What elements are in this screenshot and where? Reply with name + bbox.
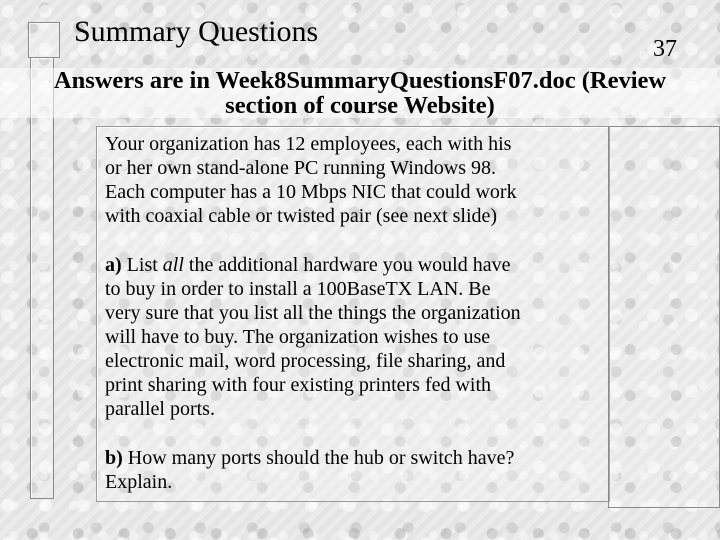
question-a-line: will have to buy. The organization wishes to use [105, 326, 491, 348]
question-a-line: parallel ports. [105, 398, 215, 420]
decorative-frame-top-left [28, 22, 60, 58]
slide-title: Summary Questions [74, 15, 319, 48]
intro-line: with coaxial cable or twisted pair (see next slide) [105, 205, 498, 227]
question-b-text: How many ports should the hub or switch have? [122, 447, 515, 469]
question-a-line: very sure that you list all the things the organization [105, 302, 521, 324]
question-b-line: Explain. [105, 471, 173, 493]
decorative-frame-left-bar [30, 58, 54, 499]
answers-banner-line-2: section of course Website) [225, 92, 495, 119]
question-a-line: print sharing with four existing printers fed with [105, 374, 492, 396]
question-b-line [105, 446, 610, 470]
decorative-side-box [608, 126, 720, 508]
answers-banner-line-1: Answers are in Week8SummaryQuestionsF07.doc (Review [53, 67, 667, 94]
question-a-label: a) [105, 254, 122, 276]
question-b [105, 446, 610, 494]
intro-line: Your organization has 12 employees, each with his [105, 133, 512, 155]
question-a-text: List [121, 254, 163, 276]
question-a-text: the additional hardware you would have [183, 254, 511, 276]
question-a-line: electronic mail, word processing, file sharing, and [105, 350, 506, 372]
question-b-label: b) [105, 447, 123, 469]
intro-paragraph [105, 132, 610, 228]
intro-line: Each computer has a 10 Mbps NIC that could work [105, 181, 517, 203]
answers-banner [0, 68, 720, 118]
intro-line: or her own stand-alone PC running Windows 98. [105, 157, 497, 179]
question-a-line [105, 253, 610, 277]
question-a [105, 253, 610, 421]
question-a-line: to buy in order to install a 100BaseTX LAN. Be [105, 278, 491, 300]
question-a-emphasis: all [162, 254, 184, 276]
slide-number: 37 [653, 36, 677, 62]
